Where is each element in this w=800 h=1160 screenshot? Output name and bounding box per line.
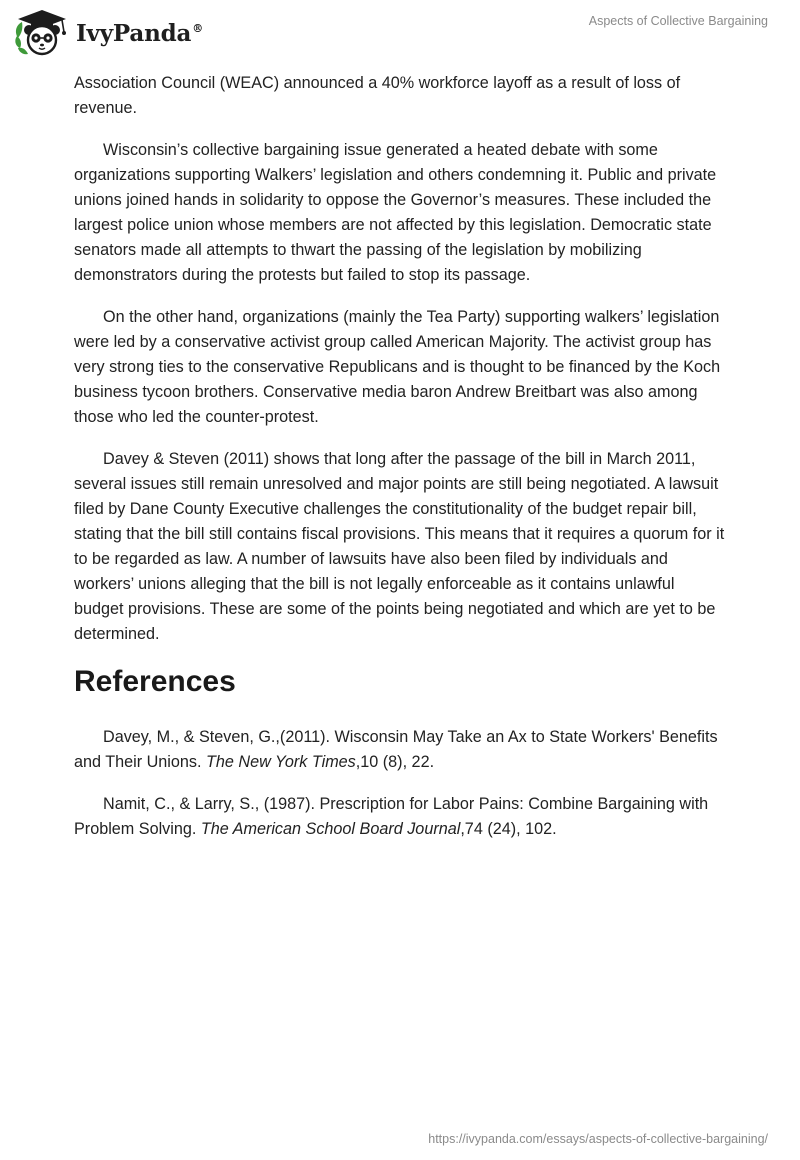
paragraph-continued: Association Council (WEAC) announced a 40% workforce layoff as a result of loss of revenue. — [74, 74, 681, 117]
essay-content — [74, 71, 728, 859]
paragraph-lawsuits: Davey & Steven (2011) shows that long after the passage of the bill in March 2011, several issues still remain unresolved and major points are still being negotiated. A lawsuit filed by Dane County Executive challenges the constitutionality of the budget repair bill, stating that the bill still contains fiscal provisions. This means that it requires a quorum for it to be regarded as law. A number of lawsuits have also been filed by individuals and workers’ unions alleging that the bill is not legally enforceable as it contains unlawful budget provisions. These are some of the points being negotiated and which are yet to be determined. — [74, 450, 725, 643]
document-title: Aspects of Collective Bargaining — [588, 14, 768, 28]
brand-name: IvyPanda® — [76, 20, 203, 47]
reference-source: The American School Board Journal — [200, 820, 461, 838]
reference-source: The New York Times — [205, 753, 356, 771]
references-heading: References — [74, 665, 236, 698]
reference-item: Namit, C., & Larry, S., (1987). Prescription for Labor Pains: Combine Bargaining with Problem Solving. The American School Board Journal,74 (24), 102. — [74, 795, 709, 838]
source-url-link[interactable]: https://ivypanda.com/essays/aspects-of-collective-bargaining/ — [428, 1132, 768, 1146]
paragraph-supporters: On the other hand, organizations (mainly the Tea Party) supporting walkers’ legislation were led by a conservative activist group called American Majority. The activist group has very strong ties to the conservative Republicans and is thought to be financed by the Koch business tycoon brothers. Conservative media baron Andrew Breitbart was also among those who led the counter-protest. — [74, 308, 721, 426]
page-header — [0, 0, 800, 70]
ivypanda-logo[interactable] — [14, 8, 204, 58]
panda-graduate-icon — [14, 8, 74, 58]
reference-item: Davey, M., & Steven, G.,(2011). Wisconsin May Take an Ax to State Workers' Benefits and Their Unions. The New York Times,10 (8), 22. — [74, 728, 718, 771]
paragraph-debate: Wisconsin’s collective bargaining issue generated a heated debate with some organizations supporting Walkers’ legislation and others condemning it. Public and private unions joined hands in solidarity to oppose the Governor’s measures. These included the largest police union whose members are not affected by this legislation. Democratic state senators made all attempts to thwart the passing of the legislation by mobilizing demonstrators during the protests but failed to stop its passage. — [74, 141, 717, 284]
